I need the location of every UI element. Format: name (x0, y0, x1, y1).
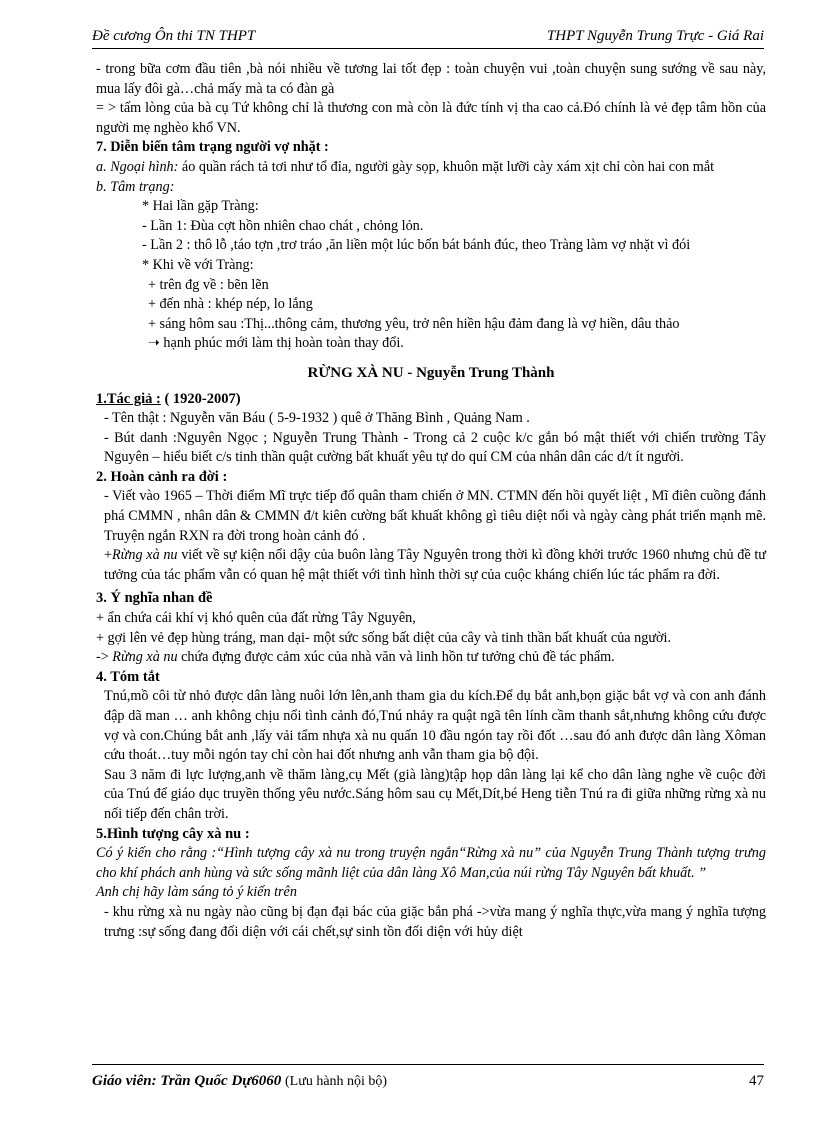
paragraph: - Bút danh :Nguyên Ngọc ; Nguyễn Trung Thành - Trong cả 2 cuộc k/c gắn bó mật thiết với chiến trường Tây Nguyên – hiểu biết c/s tinh thần quật cường bất khuất yêu tự do quí CM của nhân dân các d/t ít người. (104, 429, 766, 466)
page-number: 47 (749, 1073, 764, 1089)
paragraph: + ẩn chứa cái khí vị khó quên của đất rừng Tây Nguyên, (96, 610, 416, 627)
list-item: * Khi về với Tràng: (142, 256, 254, 273)
task: Anh chị hãy làm sáng tỏ ý kiến trên (96, 884, 297, 901)
paragraph: Sau 3 năm đi lực lượng,anh về thăm làng,cụ Mết (già làng)tập họp dân làng lại kể cho dân làng nghe về cuộc đời của Tnú để giáo dục truyền thống yêu nước.Sáng hôm sau cụ Mết,Dít,bé Heng tiễn Tnú ra đi giữa những rừng xà nu nối tiếp đến chân trời. (104, 766, 766, 822)
paragraph: a. Ngoại hình: áo quần rách tả tơi như tổ đỉa, người gày sọp, khuôn mặt lưỡi cày xám xịt chỉ còn hai con mắt (96, 158, 715, 175)
section-title: RỪNG XÀ NU - Nguyễn Trung Thành (307, 364, 555, 381)
subheading: b. Tâm trạng: (96, 178, 175, 195)
quote: Có ý kiến cho rằng :“Hình tượng cây xà nu trong truyện ngắn“Rừng xà nu” của Nguyễn Trung Thành tượng trưng cho khí phách anh hùng và sức sống mãnh liệt của dân làng Xô Man,của núi rừng Tây Nguyên bất khuất. ” (96, 845, 766, 881)
list-item: - Lần 1: Đùa cợt hồn nhiên chao chát , chỏng lỏn. (142, 217, 424, 234)
list-item: + đến nhà : khép nép, lo lắng (148, 296, 313, 313)
list-item: - Lần 2 : thô lỗ ,táo tợn ,trơ tráo ,ăn liền một lúc bốn bát bánh đúc, theo Tràng làm vợ nhặt vì đói (142, 237, 691, 254)
list-item: + trên đg về : bẽn lẽn (148, 276, 269, 293)
paragraph: Tnú,mồ côi từ nhỏ được dân làng nuôi lớn lên,anh tham gia du kích.Để dụ bắt anh,bọn giặc bắt vợ và con anh đánh đập dã man … anh không chịu nổi tình cảnh đó,Tnú nhảy ra quật ngã tên lính cầm thanh sắt,nhưng không cứu được vợ và con.Chúng bắt anh ,lấy vải tẩm nhựa xà nu quấn 10 đầu ngón tay rồi đốt …sau đó anh được dân làng Xôman cứu thoát…tuy mỗi ngón tay chỉ còn hai đốt nhưng anh vẫn tham gia bộ đội. (104, 688, 766, 764)
page-header (92, 28, 764, 49)
footer-note: (Lưu hành nội bộ) (285, 1074, 388, 1089)
list-item: * Hai lần gặp Tràng: (142, 198, 259, 215)
section-heading: 7. Diễn biến tâm trạng người vợ nhặt : (96, 139, 329, 156)
author-heading: 1.Tác giả : ( 1920-2007) (96, 390, 241, 407)
paragraph: - trong bữa cơm đầu tiên ,bà nói nhiều về tương lai tốt đẹp : toàn chuyện vui ,toàn chuyện sung sướng về sau này, mua lấy đôi gà…chả mấy mà ta có đàn gà (96, 61, 766, 97)
list-item: ➝ hạnh phúc mới làm thị hoàn toàn thay đổi. (148, 335, 404, 352)
paragraph: - Tên thật : Nguyễn văn Báu ( 5-9-1932 ) quê ở Thăng Bình , Quảng Nam . (104, 410, 530, 427)
header-left: Đề cương Ôn thi TN THPT (92, 28, 256, 44)
paragraph: - Viết vào 1965 – Thời điểm Mĩ trực tiếp đổ quân tham chiến ở MN. CTMN đến hồi quyết liệt , Mĩ điên cuồng đánh phá CMMN , nhân dân & CMMN đ/t kiên cường bất khuất không gì tiêu diệt nổi và ngày càng phát triển mạnh mẽ. Truyện ngắn RXN ra đời trong hoàn cảnh đó . (104, 488, 766, 544)
header-right: THPT Nguyễn Trung Trực - Giá Rai (546, 28, 764, 44)
summary-heading: 4. Tóm tắt (96, 668, 160, 685)
paragraph: + gợi lên vẻ đẹp hùng tráng, man dại- một sức sống bất diệt của cây và tinh thần bất khuất của người. (96, 629, 671, 646)
list-item: + sáng hôm sau :Thị...thông cảm, thương yêu, trở nên hiền hậu đảm đang là vợ hiền, dâu thảo (148, 315, 680, 332)
paragraph: +Rừng xà nu viết về sự kiện nổi dậy của buôn làng Tây Nguyên trong thời kì đồng khởi trước 1960 nhưng chủ đề tư tưởng của tác phẩm vẫn có quan hệ mật thiết với tình hình thời sự của cuộc kháng chiến lúc tác phẩm ra đời. (104, 547, 766, 583)
meaning-heading: 3. Ý nghĩa nhan đề (96, 590, 213, 607)
label-appearance: Ngoại hình: (110, 158, 179, 175)
paragraph: -> Rừng xà nu chứa đựng được cảm xúc của nhà văn và linh hồn tư tưởng chủ đề tác phẩm. (96, 649, 615, 666)
image-heading: 5.Hình tượng cây xà nu : (96, 825, 250, 842)
page-footer (92, 1064, 764, 1090)
context-heading: 2. Hoàn cảnh ra đời : (96, 468, 228, 485)
paragraph: = > tấm lòng của bà cụ Tứ không chỉ là thương con mà còn là đức tính vị tha cao cả.Đó chính là vẻ đẹp tâm hồn của người mẹ nghèo khổ VN. (96, 100, 766, 136)
page-content (96, 60, 766, 942)
paragraph: - khu rừng xà nu ngày nào cũng bị đạn đại bác của giặc bắn phá ->vừa mang ý nghĩa thực,vừa mang ý nghĩa tượng trưng :sự sống đang đối diện với cái chết,sự sinh tồn đối diện với hủy diệt (104, 903, 766, 940)
footer-teacher: Giáo viên: Trần Quốc Dự6060 (92, 1073, 282, 1089)
